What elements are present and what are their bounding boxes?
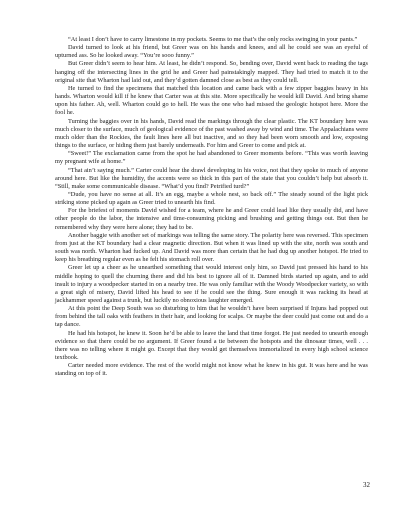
paragraph: He turned to find the specimens that matched this location and came back with a few zipper baggies heavy in his hands. Wharton would kill if he knew that Carter was at this site. More specifically he would kill David. And bring shame upon his father. Ah, well. Wharton could go to hell. He was the one who had missed the geologic hotspot here. More the fool he. [55, 84, 368, 117]
paragraph: Another baggie with another set of markings was telling the same story. The polarity here was reversed. This specimen from just at the KT boundary had a clear magnetic direction. But when it was lined up with the site, north was south and south was north. Wharton had fucked up. And David was more than certain that he had dug up another hotspot. He tried to keep his breathing regular even as he felt his stomach roll over. [55, 231, 368, 264]
body-text [55, 36, 368, 379]
paragraph: Carter needed more evidence. The rest of the world might not know what he knew in his gut. It was here and he was standing on top of it. [55, 362, 368, 378]
paragraph: “At least I don’t have to carry limestone in my pockets. Seems to me that’s the only rocks swinging in your pants.” [68, 36, 358, 43]
page-number: 32 [363, 481, 370, 489]
paragraph: Turning the baggies over in his hands, David read the markings through the clear plastic. The KT boundary here was much closer to the surface, much of geological evidence of the past washed away by wind and time. The Appalachians were much older than the Rockies, the fault lines here all but inactive, and so they had been worn smooth and low, exposing things to the surface, or hiding them just barely underneath. For him and Greer to come and pick at. [55, 117, 368, 150]
paragraph: “Dude, you have no sense at all. It’s an egg, maybe a whole nest, so back off.” The steady sound of the light pick striking stone picked up again as Greer tried to unearth his find. [55, 190, 368, 207]
paragraph: “That ain’t saying much.” Carter could hear the drawl developing in his voice, not that they spoke to much of anyone around here. But like the humidity, the accents were so thick in this part of the state that you couldn’t help but absorb it. “Still, make some communicable disease. “What’d you find? Petrified turd?” [55, 166, 368, 190]
paragraph: But Greer didn’t seem to hear him. At least, he didn’t respond. So, bending over, David went back to reading the tags hanging off the intersecting lines in the grid he and Greer had painstakingly mapped. They had tried to match it to the original site that Wharton had laid out, and they’d gotten damned close as best as they could tell. [55, 60, 368, 84]
paragraph: David turned to look at his friend, but Greer was on his hands and knees, and all he could see was an eyeful of upturned ass. So he looked away. “You’re sooo funny.” [55, 44, 368, 60]
paragraph: At this point the Deep South was so disturbing to him that he wouldn’t have been surprised if Injuns had popped out from behind the tall oaks with feathers in their hair, and looking for scalps. Or maybe the deer could just come out and do a tap dance. [55, 305, 368, 329]
paragraph: For the briefest of moments David wished for a team, where he and Greer could lead like they usually did, and have other people do the labor, the intensive and time-consuming picking and brushing and getting things out. But then he remembered why they were here alone; they had to be. [55, 207, 368, 231]
paragraph: “Sweet!” The exclamation came from the spot he had abandoned to Greer moments before. “This was worth leaving my pregnant wife at home.” [55, 150, 368, 166]
paragraph: Greer let up a cheer as he unearthed something that would interest only him, so David just pressed his hand to his middle hoping to quell the churning there and did his best to ignore all of it. Damned birds started up again, and to add insult to injury a woodpecker started in on a nearby tree. He was only familiar with the Woody Woodpecker variety, so with a great sigh of misery, David lifted his head to see if he could see the thing. Sure enough it was racking its head at jackhammer speed against a trunk, but luckily no obnoxious laughter emerged. [55, 264, 368, 304]
paragraph: He had his hotspot, he knew it. Soon he’d be able to leave the land that time forgot. He just needed to unearth enough evidence so that there could be no argument. If Greer found a tie between the hotspots and the dinosaur times, well . . . there was no telling where it might go. Except that they would get themselves immortalized in every high school science textbook. [55, 329, 368, 362]
